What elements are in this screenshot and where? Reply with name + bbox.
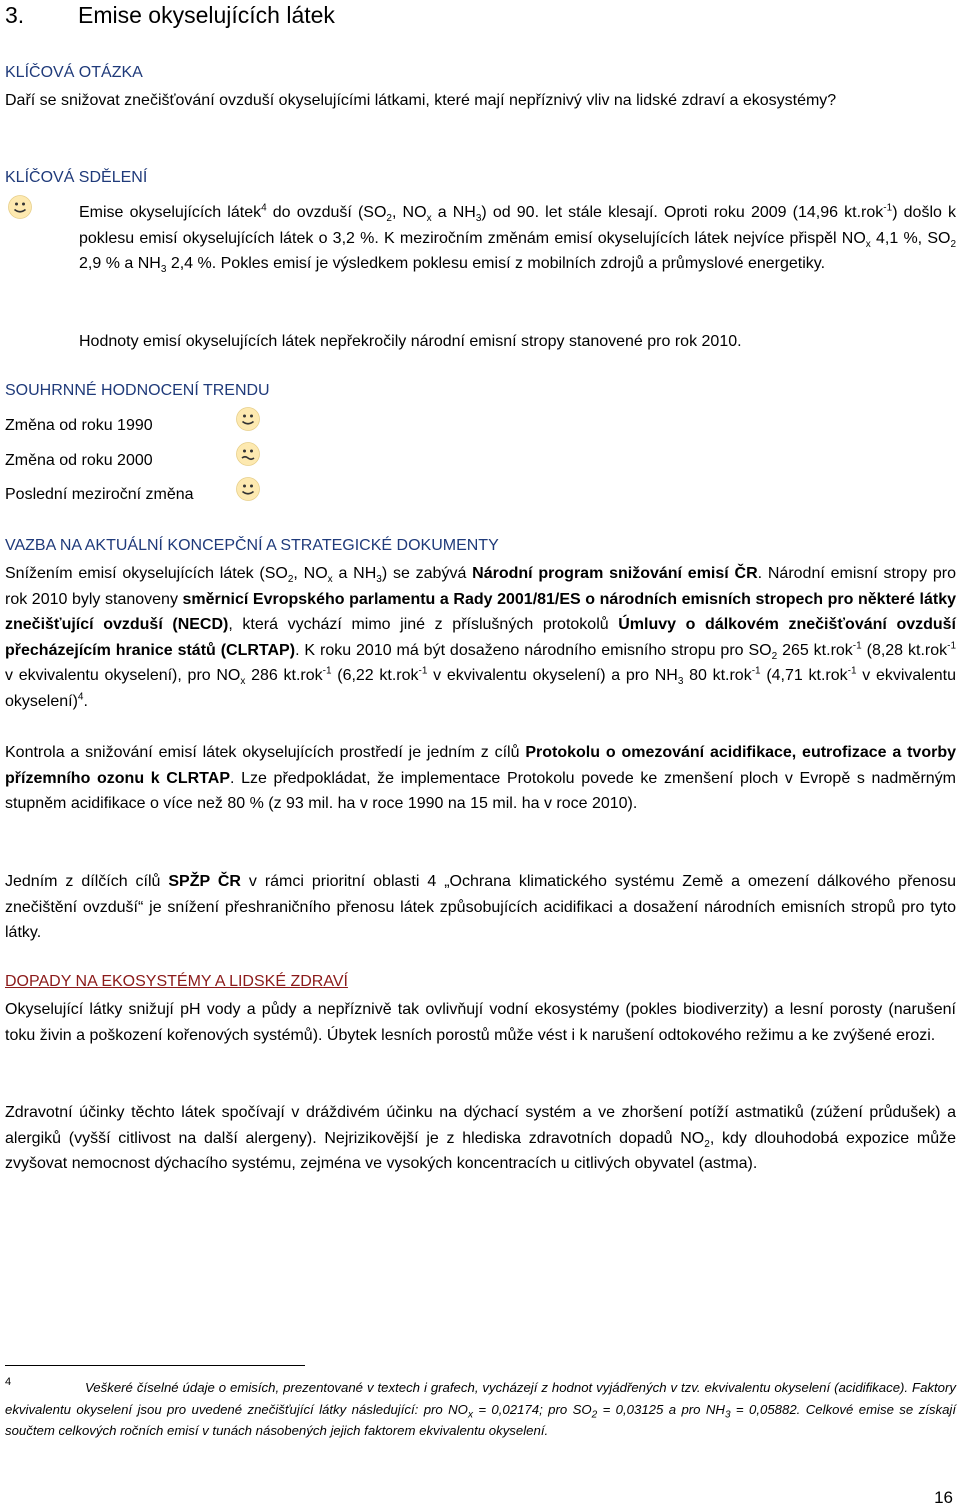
key-question-text: Daří se snižovat znečišťování ovzduší okyselujícími látkami, které mají nepříznivý vliv na lidské zdraví a ekosystémy? bbox=[5, 92, 837, 109]
heading-number: 3. bbox=[5, 2, 25, 28]
key-messages-title: KLÍČOVÁ SDĚLENÍ bbox=[5, 169, 148, 186]
trend-label-2000: Změna od roku 2000 bbox=[5, 452, 153, 469]
footnote: 4 Veškeré číselné údaje o emisích, prezentované v textech i grafech, vycházejí z hodnot vyjádřených v tzv. ekvivalentu okyselení (acidifikace). Faktory ekvivalentu okyselení jsou pro uvedené znečišťující látky následující: pro $NO_x = 0,02174$; pro $SO_2 = 0,03125$ a pro $NH_3 = 0,05882$. Celkové emise se získají součtem celkových ročních emisí v tunách násobených jejich faktorem ekvivalentu okyselení. bbox=[5, 1372, 956, 1442]
key-messages-paragraph-1: Emise okyselujících látek$^4$ do ovzduší ($SO_2$, $NO_x$ a $NH_3$) od 90. let stále klesají. Oproti roku 2009 (14,96 kt.rok$^{-1}$) došlo k poklesu emisí okyselujících látek o 3,2 %. K meziročním změnám emisí okyselujících látek nejvíce přispěl $NO_x$ 4,1 %, $SO_2$ 2,9 % a $NH_3$ 2,4 %. Pokles emisí je výsledkem poklesu emisí z mobilních zdrojů a průmyslové energetiky. bbox=[79, 202, 957, 276]
key-question-title: KLÍČOVÁ OTÁZKA bbox=[5, 64, 143, 81]
strategic-paragraph-3: Jedním z dílčích cílů SPŽP ČR v rámci prioritní oblasti 4 „Ochrana klimatického systému Země a omezení dálkového přenosu znečištění ovzduší“ je snížení přeshraničního přenosu látek způsobujících acidifikaci a dosažení národních emisních stropů pro tyto látky. bbox=[5, 873, 957, 941]
impacts-paragraph-1: Okyselující látky snižují pH vody a půdy a nepříznivě tak ovlivňují vodní ekosystémy (pokles biodiverzity) a lesní porosty (narušení toku živin a poškození kořenových systémů). Úbytek lesních porostů může vést i k narušení odtokového režimu a ke zvýšené erozi. bbox=[5, 1001, 956, 1044]
strategic-paragraph-1: Snížením emisí okyselujících látek ($SO_2$, $NO_x$ a $NH_3$) se zabývá Národní program snižování emisí ČR. Národní emisní stropy pro rok 2010 byly stanoveny směrnicí Evropského parlamentu a Rady 2001/81/ES o národních emisních stropech pro některé látky znečišťující ovzduší (NECD), která vychází mimo jiné z příslušných protokolů Úmluvy o dálkovém znečišťování ovzduší přecházejícím hranice států (CLRTAP). K roku 2010 má být dosaženo národního emisního stropu pro $SO_2$ 265 kt.rok$^{-1}$ (8,28 kt.rok$^{-1}$ v ekvivalentu okyselení), pro $NO_x$ 286 kt.rok$^{-1}$ (6,22 kt.rok$^{-1}$ v ekvivalentu okyselení) a pro $NH_3$ 80 kt.rok$^{-1}$ (4,71 kt.rok$^{-1}$ v ekvivalentu okyselení)$^4$. bbox=[5, 565, 957, 710]
smiley-happy-icon bbox=[235, 476, 261, 502]
footnote-mark: 4 bbox=[5, 1376, 12, 1388]
footnote-rule bbox=[5, 1365, 305, 1366]
key-messages-paragraph-2: Hodnoty emisí okyselujících látek nepřekročily národní emisní stropy stanovené pro rok 2010. bbox=[79, 333, 742, 350]
trend-label-1990: Změna od roku 1990 bbox=[5, 417, 153, 434]
trend-title: SOUHRNNÉ HODNOCENÍ TRENDU bbox=[5, 382, 270, 399]
page-number: 16 bbox=[934, 1488, 953, 1507]
smiley-happy-icon bbox=[235, 406, 261, 432]
trend-label-last-year: Poslední meziroční změna bbox=[5, 486, 194, 503]
page-heading bbox=[5, 2, 335, 29]
impacts-paragraph-2: Zdravotní účinky těchto látek spočívají v dráždivém účinku na dýchací systém a ve zhoršení potíží astmatiků (zúžení průdušek) a alergiků (vyšší citlivost na další alergeny). Nejrizikovější je z hlediska zdravotních dopadů $NO_2$, kdy dlouhodobá expozice může zvyšovat nemocnost dýchacího systému, zejména ve vysokých koncentracích u citlivých obyvatel (astma). bbox=[5, 1104, 957, 1172]
smiley-happy-icon bbox=[7, 194, 33, 220]
strategic-title: VAZBA NA AKTUÁLNÍ KONCEPČNÍ A STRATEGICKÉ DOKUMENTY bbox=[5, 537, 499, 554]
strategic-paragraph-2: Kontrola a snižování emisí látek okyselujících prostředí je jedním z cílů Protokolu o omezování acidifikace, eutrofizace a tvorby přízemního ozonu k CLRTAP. Lze předpokládat, že implementace Protokolu povede ke zmenšení ploch v Evropě s nadměrným stupněm acidifikace o více než 80 % (z 93 mil. ha v roce 1990 na 15 mil. ha v roce 2010). bbox=[5, 744, 957, 812]
smiley-neutral-icon bbox=[235, 441, 261, 467]
impacts-title: DOPADY NA EKOSYSTÉMY A LIDSKÉ ZDRAVÍ bbox=[5, 973, 348, 990]
heading-title: Emise okyselujících látek bbox=[78, 2, 335, 28]
